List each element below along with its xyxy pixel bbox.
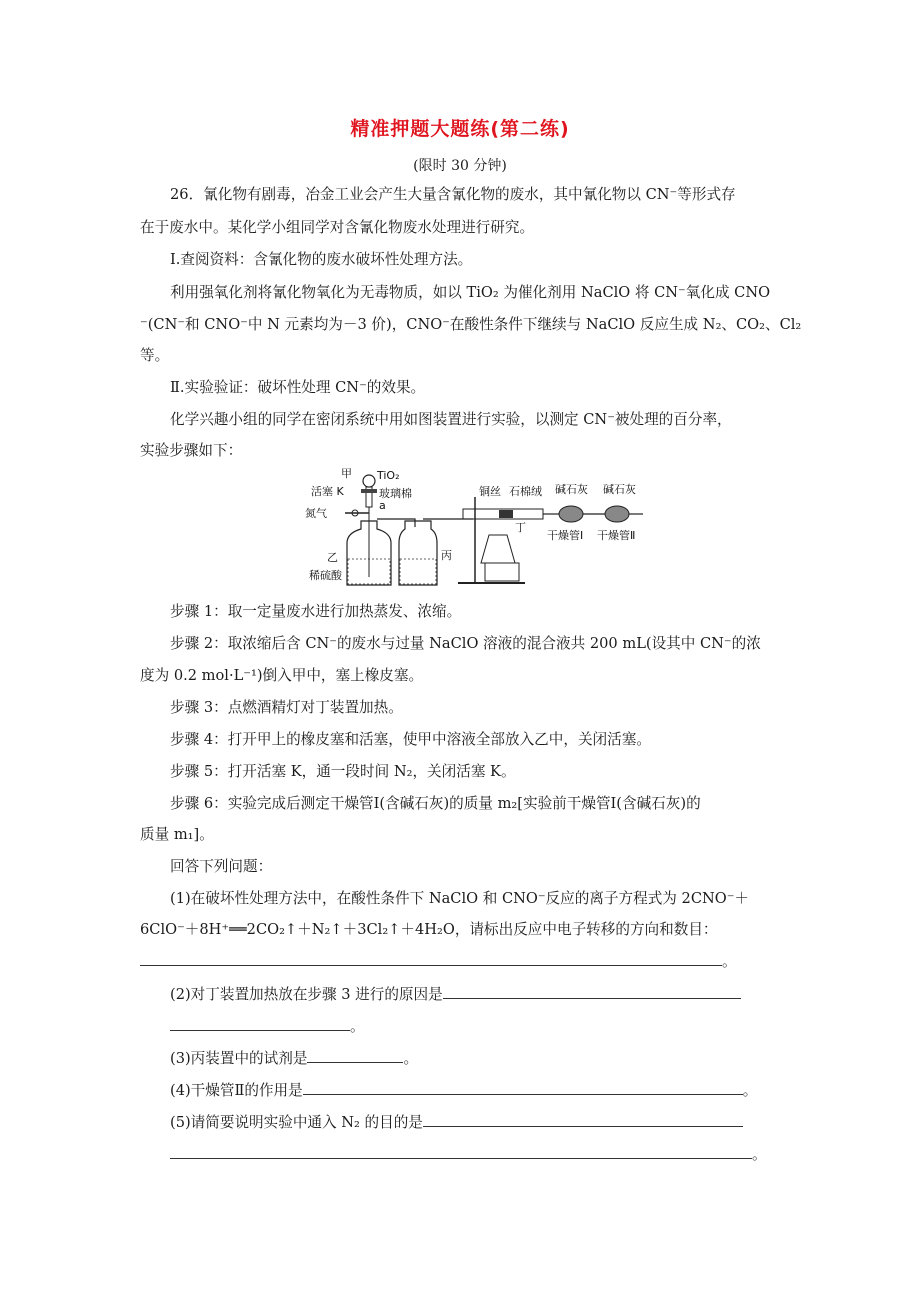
part2-text-2: 实验步骤如下： — [140, 442, 243, 459]
q5-blank-2[interactable] — [170, 1144, 752, 1159]
part1-heading: Ⅰ.查阅资料：含氰化物的废水破坏性处理方法。 — [170, 251, 473, 268]
drying-tube-2-shape — [605, 506, 629, 522]
label-glass-wool: 玻璃棉 — [379, 487, 412, 500]
label-valve-k: 活塞 K — [311, 485, 344, 498]
q4-period: 。 — [742, 1082, 758, 1099]
label-yi: 乙 — [327, 551, 338, 564]
step-3: 步骤 3：点燃酒精灯对丁装置加热。 — [170, 699, 403, 716]
connector-shape — [377, 519, 415, 527]
lamp-shape — [481, 535, 515, 563]
drying-tube-1-shape — [559, 506, 583, 522]
label-dilute-acid: 稀硫酸 — [309, 569, 342, 582]
step-2-line-2: 度为 0.2 mol·L⁻¹)倒入甲中，塞上橡皮塞。 — [140, 667, 424, 684]
step-6-line-1: 步骤 6：实验完成后测定干燥管Ⅰ(含碱石灰)的质量 m₂[实验前干燥管Ⅰ(含碱石灰)的 — [170, 795, 701, 812]
q4-text: (4)干燥管Ⅱ的作用是 — [170, 1082, 303, 1099]
intro-line-2: 在于废水中。某化学小组同学对含氰化物废水处理进行研究。 — [140, 219, 535, 236]
q1-period: 。 — [722, 953, 737, 970]
funnel-jia-shape — [363, 475, 375, 487]
q1-line-1: (1)在破坏性处理方法中，在酸性条件下 NaClO 和 CNO⁻反应的离子方程式为 2CNO⁻＋ — [170, 890, 750, 907]
part1-text-3: 等。 — [140, 347, 170, 364]
q5-line — [170, 1112, 743, 1133]
q5-line-2[interactable] — [170, 1144, 767, 1165]
step-5: 步骤 5：打开活塞 K，通一段时间 N₂，关闭活塞 K。 — [170, 763, 516, 780]
q2-blank-2[interactable] — [170, 1016, 350, 1031]
label-soda-lime-1: 碱石灰 — [555, 483, 588, 496]
page-title: 精准押题大题练(第二练) — [350, 118, 570, 140]
answers-lead: 回答下列问题： — [170, 858, 273, 875]
step-2-line-1: 步骤 2：取浓缩后含 CN⁻的废水与过量 NaClO 溶液的混合液共 200 mL(设其中 CN⁻的浓 — [170, 635, 761, 652]
asbestos-shape — [499, 510, 513, 518]
q5-period: 。 — [752, 1146, 767, 1163]
label-a: a — [379, 499, 386, 512]
catalyst-layer-shape — [361, 489, 377, 493]
part1-text-1: 利用强氧化剂将氰化物氧化为无毒物质，如以 TiO₂ 为催化剂用 NaClO 将 CN⁻氧化成 CNO — [170, 284, 771, 301]
label-dry-tube-2: 干燥管Ⅱ — [597, 529, 636, 542]
q4-blank[interactable] — [303, 1080, 743, 1095]
bottle-bing-shape — [399, 521, 437, 585]
q5-blank-1[interactable] — [423, 1112, 743, 1127]
q1-line-2: 6ClO⁻＋8H⁺══2CO₂↑＋N₂↑＋3Cl₂↑＋4H₂O，请标出反应中电子转移的方向和数目： — [140, 921, 718, 938]
q1-blank[interactable] — [140, 951, 722, 966]
apparatus-figure — [303, 467, 663, 591]
step-6-line-2: 质量 m₁]。 — [140, 826, 214, 843]
time-limit: (限时 30 分钟) — [413, 158, 507, 174]
intro-line-1: 26．氰化物有剧毒，冶金工业会产生大量含氰化物的废水，其中氰化物以 CN⁻等形式存 — [170, 186, 736, 203]
label-nitrogen: 氮气 — [305, 507, 327, 520]
part2-heading: Ⅱ.实验验证：破坏性处理 CN⁻的效果。 — [170, 379, 426, 396]
step-4: 步骤 4：打开甲上的橡皮塞和活塞，使甲中溶液全部放入乙中，关闭活塞。 — [170, 731, 651, 748]
label-dry-tube-1: 干燥管Ⅰ — [547, 529, 584, 542]
q5-text: (5)请简要说明实验中通入 N₂ 的目的是 — [170, 1114, 423, 1131]
q3-text: (3)丙装置中的试剂是 — [170, 1050, 308, 1067]
q4-line — [170, 1080, 757, 1101]
label-copper-wire: 铜丝 — [479, 485, 501, 498]
q2-period: 。 — [350, 1018, 365, 1035]
label-tio2: TiO₂ — [377, 469, 400, 482]
bing-level-shape — [400, 559, 436, 584]
part1-text-2: ⁻(CN⁻和 CNO⁻中 N 元素均为－3 价)，CNO⁻在酸性条件下继续与 NaClO 反应生成 N₂、CO₂、Cl₂ — [140, 316, 802, 333]
q2-line — [170, 984, 741, 1005]
q2-blank-1[interactable] — [443, 984, 741, 999]
q3-line — [170, 1048, 418, 1069]
label-ding: 丁 — [515, 521, 526, 534]
q2-line-2[interactable] — [170, 1016, 365, 1037]
step-1: 步骤 1：取一定量废水进行加热蒸发、浓缩。 — [170, 603, 462, 620]
label-asbestos: 石棉绒 — [509, 485, 542, 498]
part2-text-1: 化学兴趣小组的同学在密闭系统中用如图装置进行实验，以测定 CN⁻被处理的百分率， — [170, 411, 732, 428]
q3-period: 。 — [403, 1050, 419, 1067]
q3-blank[interactable] — [307, 1048, 403, 1063]
q1-answer-line[interactable] — [140, 951, 737, 972]
label-soda-lime-2: 碱石灰 — [603, 483, 636, 496]
lamp-base-shape — [485, 563, 519, 581]
label-bing: 丙 — [441, 549, 452, 562]
label-jia: 甲 — [341, 467, 352, 480]
q2-text: (2)对丁装置加热放在步骤 3 进行的原因是 — [170, 986, 443, 1003]
